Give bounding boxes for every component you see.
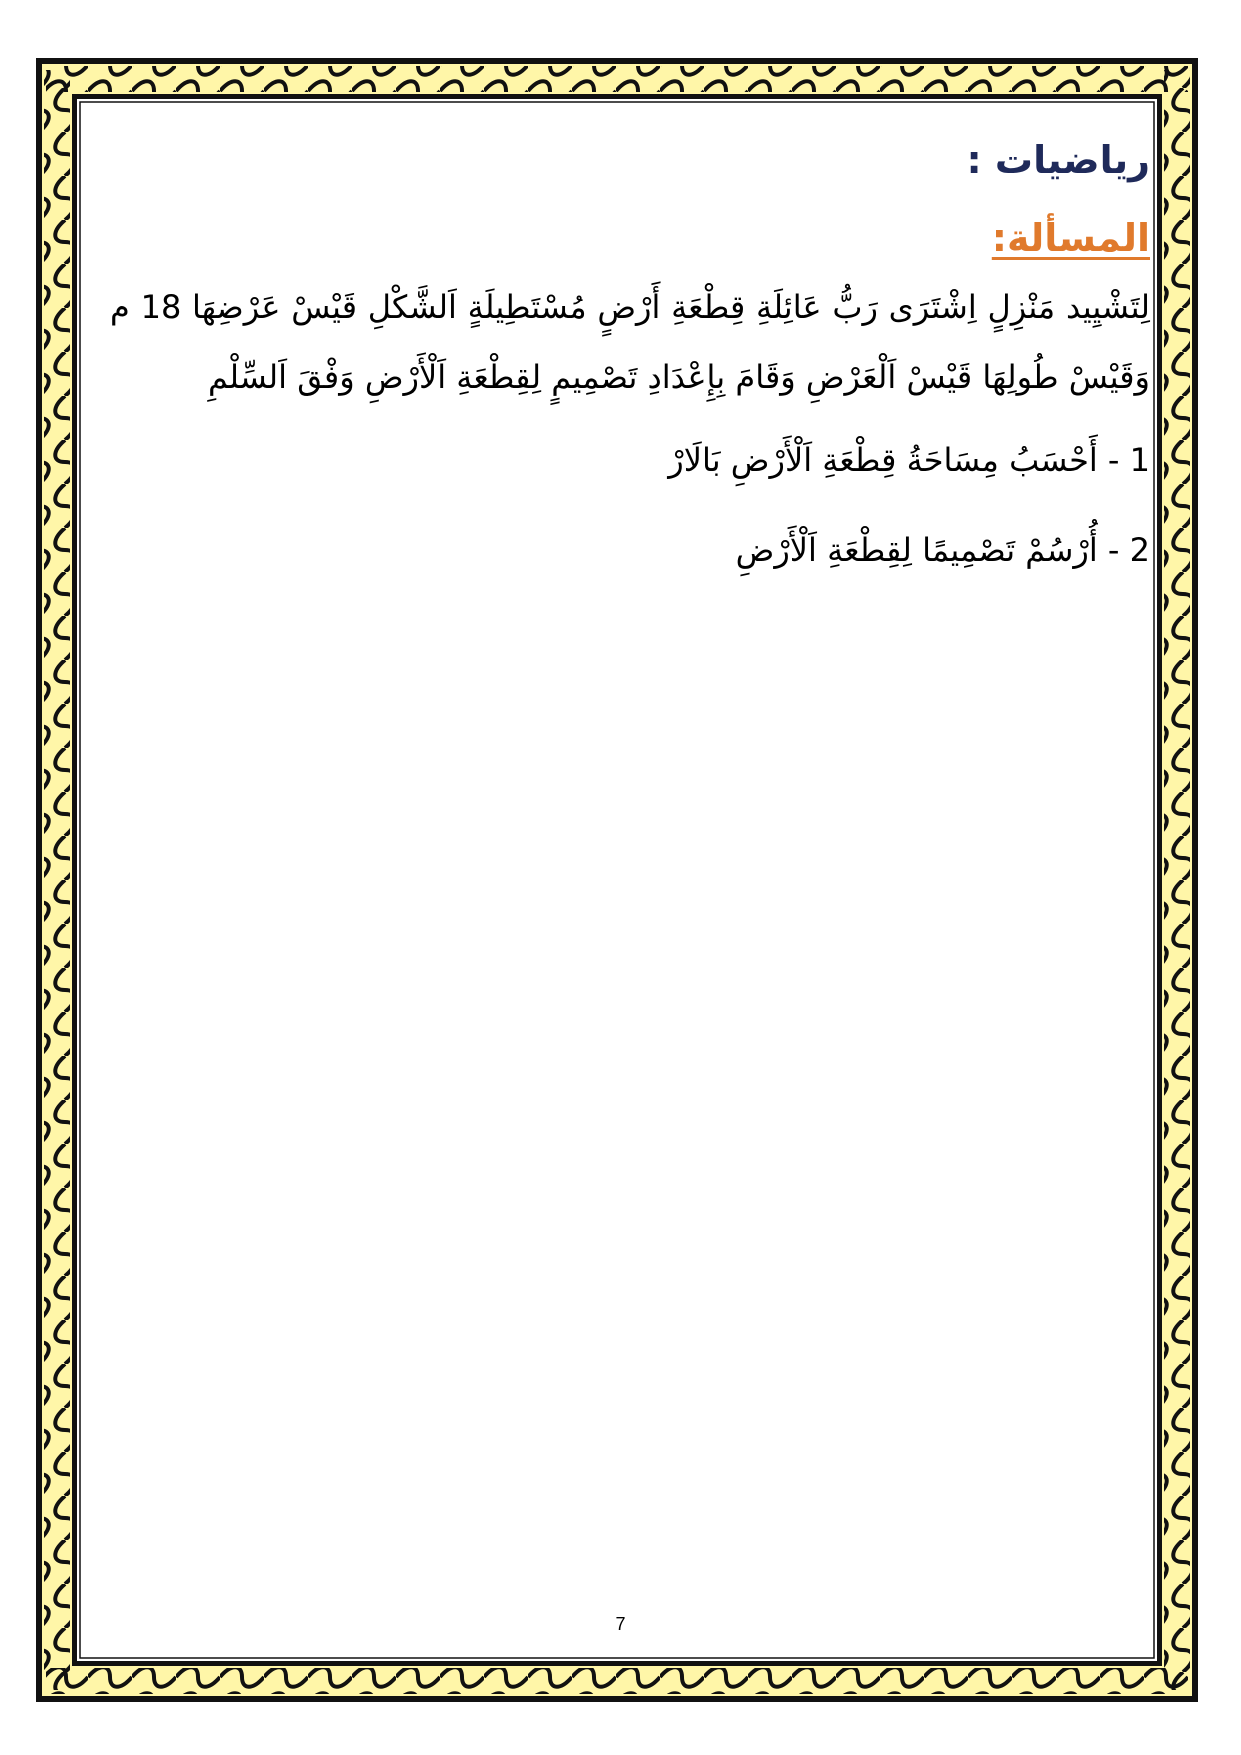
task-1: 1 - أَحْسَبُ مِسَاحَةُ قِطْعَةِ اَلْأَرْضِ بَالَارْ [668, 441, 1150, 479]
task-2: 2 - أُرْسُمْ تَصْمِيمًا لِقِطْعَةِ اَلْأَرْضِ [735, 531, 1150, 569]
subject-title: رياضيات : [966, 138, 1150, 182]
page-number: 7 [615, 1614, 626, 1634]
document-body [110, 130, 1150, 610]
problem-heading: المسألة: [991, 216, 1150, 260]
problem-statement: لِتَشْيِيد مَنْزِلٍ اِشْتَرَى رَبُّ عَائِلَةِ قِطْعَةِ أَرْضٍ مُسْتَطِيلَةٍ اَلشَّكْلِ قَيْسْ عَرْضِهَا 18 م وَقَيْسْ طُولِهَا قَيْسْ اَلْعَرْضِ وَقَامَ بِإِعْدَادِ تَصْمِيمٍ لِقِطْعَةِ اَلْأَرْضِ وَفْقَ اَلسِّلْمِ [110, 288, 1151, 396]
